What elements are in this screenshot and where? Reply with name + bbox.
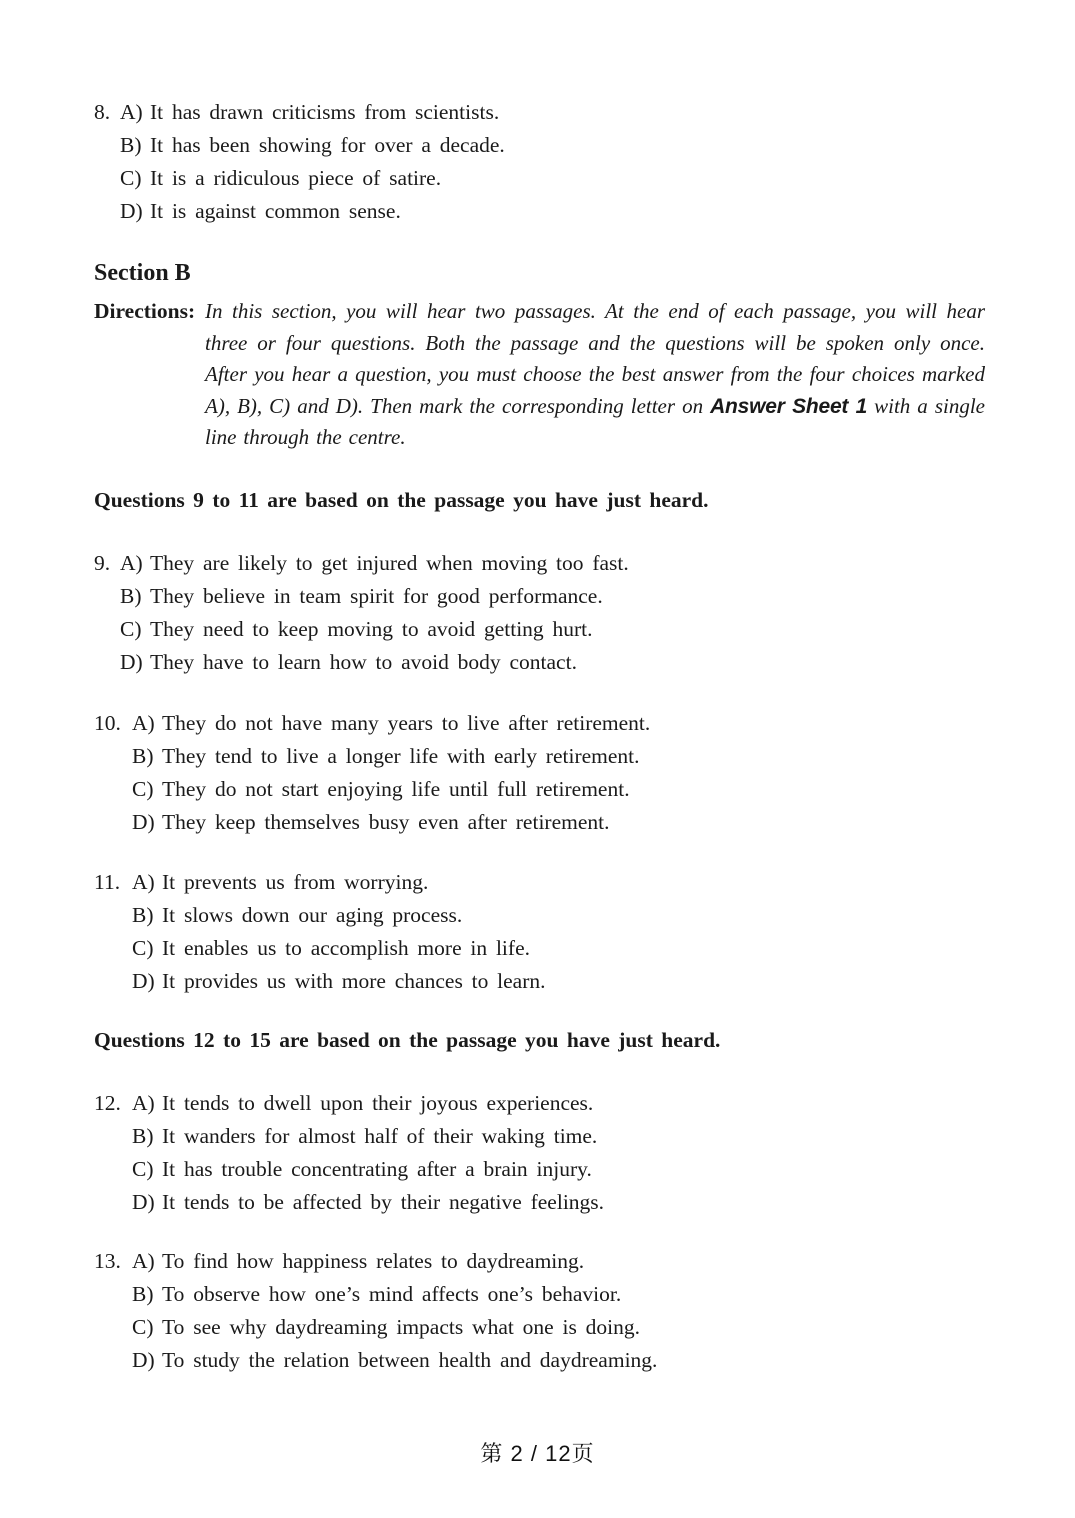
option-label: B) <box>132 1281 154 1306</box>
question-13 <box>94 1245 985 1377</box>
option-d <box>120 646 985 679</box>
option-label: C) <box>132 1156 154 1181</box>
option-c <box>132 932 985 965</box>
option-text: It wanders for almost half of their waking time. <box>162 1123 598 1148</box>
option-b <box>120 129 985 162</box>
option-text: They believe in team spirit for good performance. <box>150 583 603 608</box>
option-text: To see why daydreaming impacts what one is doing. <box>162 1314 641 1339</box>
directions-label: Directions: <box>94 299 196 323</box>
option-text: They do not start enjoying life until full retirement. <box>162 776 630 801</box>
option-label: C) <box>132 776 154 801</box>
option-text: It is a ridiculous piece of satire. <box>150 166 442 190</box>
option-d <box>132 806 985 839</box>
option-text: They tend to live a longer life with early retirement. <box>162 743 640 768</box>
option-text: It provides us with more chances to learn. <box>162 968 546 993</box>
section-title: Section B <box>94 260 191 286</box>
option-text: It enables us to accomplish more in life. <box>162 935 530 960</box>
option-label: B) <box>132 743 154 768</box>
option-label: D) <box>120 649 143 674</box>
option-text: It has been showing for over a decade. <box>150 133 505 157</box>
option-text: To study the relation between health and daydreaming. <box>162 1347 658 1372</box>
option-d <box>132 1344 985 1377</box>
option-d <box>132 965 985 998</box>
option-text: It is against common sense. <box>150 199 401 223</box>
option-b <box>132 899 985 932</box>
option-text: It prevents us from worrying. <box>162 869 429 894</box>
option-c <box>132 1311 985 1344</box>
option-label: D) <box>132 1347 155 1372</box>
options-list <box>120 96 985 228</box>
option-text: It slows down our aging process. <box>162 902 463 927</box>
question-number: 12. <box>94 1090 121 1115</box>
question-9 <box>94 547 985 679</box>
option-label: C) <box>132 1314 154 1339</box>
option-text: They need to keep moving to avoid getting hurt. <box>150 616 593 641</box>
question-number: 10. <box>94 710 121 735</box>
option-label: D) <box>132 968 155 993</box>
directions-part1: In this section, you will hear two passages. At the end of each passage, you will hear three or four questions. Both the passage and the questions will be spoken only once. After you hear a question, you must choose the best answer from the four choices marked A), B), C) and D). Then mark the corresponding letter on <box>205 299 985 418</box>
option-b <box>132 740 985 773</box>
option-b <box>132 1120 985 1153</box>
option-label: B) <box>132 902 154 927</box>
option-a <box>120 96 985 129</box>
question-11 <box>94 866 985 998</box>
option-a <box>132 707 985 740</box>
option-c <box>132 773 985 806</box>
options-list <box>132 707 985 839</box>
options-list <box>132 866 985 998</box>
option-text: They keep themselves busy even after retirement. <box>162 809 610 834</box>
option-text: To find how happiness relates to daydreaming. <box>162 1248 585 1273</box>
option-text: It tends to dwell upon their joyous experiences. <box>162 1090 594 1115</box>
option-label: B) <box>120 583 142 608</box>
option-label: D) <box>120 199 143 223</box>
question-10 <box>94 707 985 839</box>
option-b <box>120 580 985 613</box>
options-list <box>132 1087 985 1219</box>
options-list <box>132 1245 985 1377</box>
option-c <box>132 1153 985 1186</box>
question-8 <box>94 96 985 228</box>
question-number: 8. <box>94 100 111 124</box>
option-label: C) <box>120 616 142 641</box>
directions-block <box>94 296 985 454</box>
option-label: A) <box>132 1248 155 1273</box>
option-label: C) <box>120 166 142 190</box>
page-number-footer: 第 2 / 12页 <box>480 1441 595 1466</box>
option-label: A) <box>132 1090 155 1115</box>
option-text: They do not have many years to live after retirement. <box>162 710 651 735</box>
option-label: B) <box>132 1123 154 1148</box>
question-number: 9. <box>94 550 111 575</box>
option-c <box>120 162 985 195</box>
option-text: They are likely to get injured when moving too fast. <box>150 550 629 575</box>
directions-text <box>205 296 985 454</box>
option-label: A) <box>132 869 155 894</box>
question-number: 11. <box>94 869 121 894</box>
question-number: 13. <box>94 1248 121 1273</box>
option-label: C) <box>132 935 154 960</box>
answer-sheet-ref: Answer Sheet 1 <box>710 394 868 418</box>
options-list <box>120 547 985 679</box>
option-b <box>132 1278 985 1311</box>
option-d <box>132 1186 985 1219</box>
option-text: It has drawn criticisms from scientists. <box>150 100 500 124</box>
option-label: D) <box>132 809 155 834</box>
option-d <box>120 195 985 228</box>
option-text: They have to learn how to avoid body contact. <box>150 649 577 674</box>
option-a <box>132 1245 985 1278</box>
option-label: A) <box>120 550 143 575</box>
option-label: B) <box>120 133 142 157</box>
question-12 <box>94 1087 985 1219</box>
option-c <box>120 613 985 646</box>
option-a <box>132 1087 985 1120</box>
group-header-12-15: Questions 12 to 15 are based on the passage you have just heard. <box>94 1027 721 1052</box>
option-label: D) <box>132 1189 155 1214</box>
option-label: A) <box>120 100 143 124</box>
directions-part2: with a single line through the centre. <box>205 393 985 449</box>
option-text: To observe how one’s mind affects one’s behavior. <box>162 1281 622 1306</box>
option-text: It has trouble concentrating after a brain injury. <box>162 1156 592 1181</box>
group-header-9-11: Questions 9 to 11 are based on the passage you have just heard. <box>94 487 709 512</box>
option-label: A) <box>132 710 155 735</box>
option-a <box>120 547 985 580</box>
option-a <box>132 866 985 899</box>
option-text: It tends to be affected by their negative feelings. <box>162 1189 605 1214</box>
